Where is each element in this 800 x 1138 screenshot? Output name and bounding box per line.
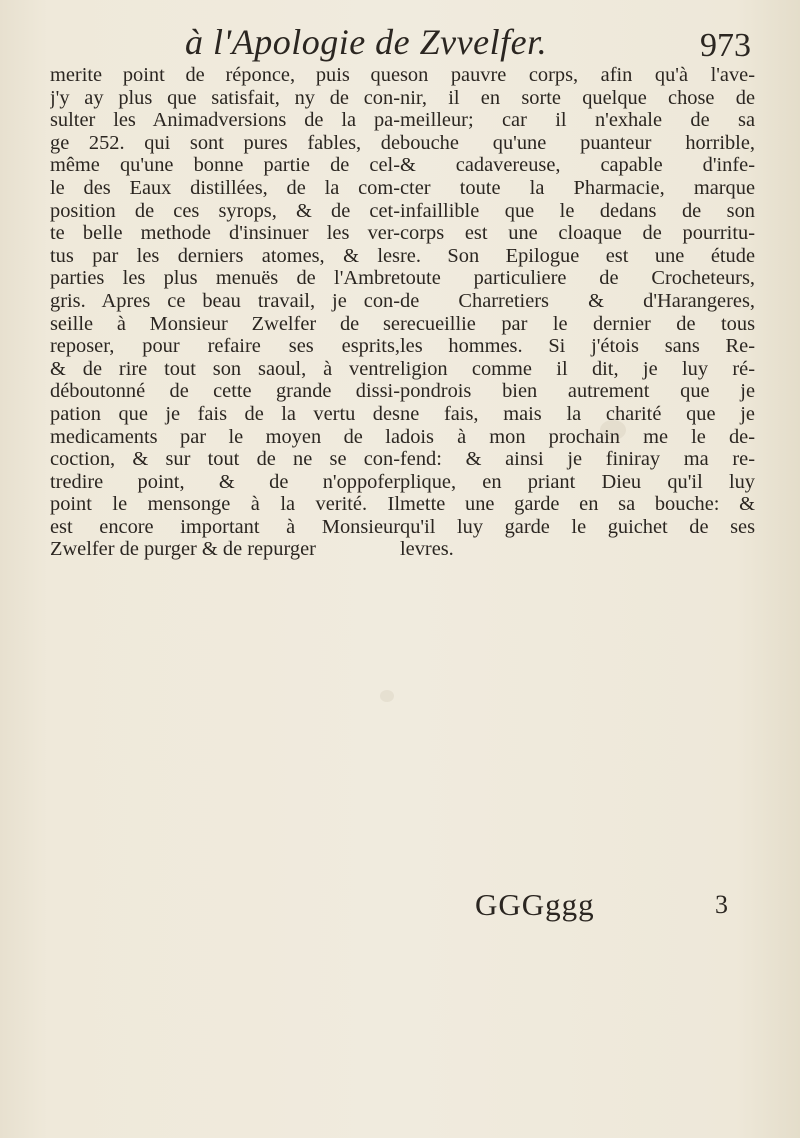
text-line: bouche qu'une puanteur horrible, [400, 131, 755, 154]
text-line: qu'il luy garde le guichet de ses [400, 515, 755, 538]
text-line: les hommes. Si j'étois sans Re- [400, 335, 755, 358]
text-line: ge 252. qui sont pures fables, de [50, 131, 400, 154]
running-head: à l'Apologie de Zvvelfer. [185, 22, 548, 62]
text-line: toute particuliere de Crocheteurs, [400, 267, 755, 290]
text-line: fend: & ainsi je finiray ma re- [400, 448, 755, 471]
text-line: sulter les Animadversions de la pa- [50, 109, 400, 132]
text-line: est encore important à Monsieur [50, 515, 400, 538]
text-line: tus par les derniers atomes, & les [50, 244, 400, 267]
text-line: tredire point, & de n'oppofer [50, 470, 400, 493]
left-column [50, 64, 400, 561]
text-line: déboutonné de cette grande dissi- [50, 380, 400, 403]
text-line: seille à Monsieur Zwelfer de se [50, 312, 400, 335]
text-line: nir, il en sorte quelque chose de [400, 86, 755, 109]
text-line: medicaments par le moyen de la [50, 425, 400, 448]
text-line: corps est une cloaque de pourritu- [400, 222, 755, 245]
text-line: reposer, pour refaire ses esprits, [50, 335, 400, 358]
text-line: dois à mon prochain me le de- [400, 425, 755, 448]
signature-mark: GGGggg [475, 887, 595, 922]
text-line: son pauvre corps, afin qu'à l'ave- [400, 64, 755, 86]
foxing-spot [380, 690, 394, 702]
text-line: te belle methode d'insinuer les ver- [50, 222, 400, 245]
text-line: & de rire tout son saoul, à ventre [50, 357, 400, 380]
text-line: pation que je fais de la vertu des [50, 402, 400, 425]
text-line: merite point de réponce, puis que [50, 64, 400, 86]
text-line: de Charretiers & d'Harangeres, [400, 289, 755, 312]
text-line: même qu'une bonne partie de cel- [50, 154, 400, 177]
text-line: infaillible que le dedans de son [400, 199, 755, 222]
text-line: meilleur; car il n'exhale de sa [400, 109, 755, 132]
text-line: re. Son Epilogue est une étude [400, 244, 755, 267]
text-line: j'y ay plus que satisfait, ny de con- [50, 86, 400, 109]
text-line: mette une garde en sa bouche: & [400, 493, 755, 516]
text-line: coction, & sur tout de ne se con- [50, 448, 400, 471]
text-line: & cadavereuse, capable d'infe- [400, 154, 755, 177]
text-line: cter toute la Pharmacie, marque [400, 176, 755, 199]
catchword: 3 [715, 890, 728, 919]
text-line: gris. Apres ce beau travail, je con- [50, 289, 400, 312]
text-line: ne fais, mais la charité que je [400, 402, 755, 425]
text-line: parties les plus menuës de l'Ambre [50, 267, 400, 290]
text-line: le des Eaux distillées, de la com- [50, 176, 400, 199]
text-line: position de ces syrops, & de cet- [50, 199, 400, 222]
page-number: 973 [700, 27, 751, 64]
text-line: recueillie par le dernier de tous [400, 312, 755, 335]
text-line: plique, en priant Dieu qu'il luy [400, 470, 755, 493]
text-line: levres. [400, 538, 454, 561]
text-line: point le mensonge à la verité. Il [50, 493, 400, 516]
text-line: Zwelfer de purger & de repurger [50, 538, 316, 561]
text-line: ligion comme il dit, je luy ré- [400, 357, 755, 380]
text-line: pondrois bien autrement que je [400, 380, 755, 403]
right-column [400, 64, 755, 561]
